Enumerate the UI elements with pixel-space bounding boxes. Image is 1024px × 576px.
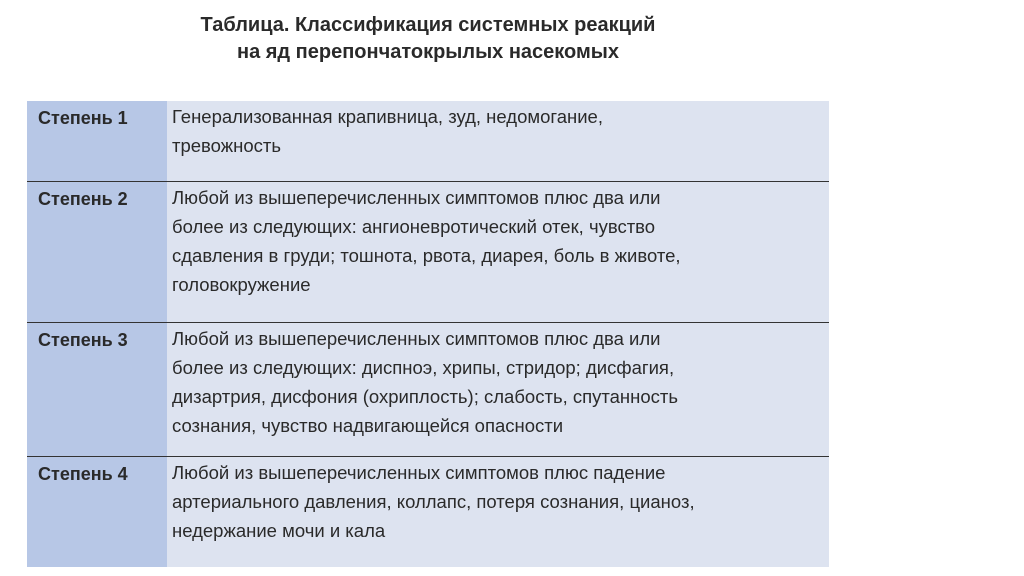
table-title: [0, 12, 856, 66]
description-line: артериального давления, коллапс, потеря сознания, цианоз,: [172, 491, 695, 512]
description-cell: [172, 183, 827, 299]
label-cell: [27, 457, 167, 567]
label-cell: [27, 182, 167, 322]
grade-label: Степень 1: [38, 108, 128, 128]
description-line: более из следующих: ангионевротический отек, чувство: [172, 216, 656, 237]
grade-label: Степень 3: [38, 330, 128, 350]
label-cell: [27, 101, 167, 181]
description-line: Любой из вышеперечисленных симптомов плюс два или: [172, 328, 661, 349]
table-row-grade-3: [27, 322, 829, 456]
description-line: Любой из вышеперечисленных симптомов плюс два или: [172, 187, 661, 208]
description-line: сознания, чувство надвигающейся опасности: [172, 415, 564, 436]
description-cell: [172, 458, 827, 545]
description-line: недержание мочи и кала: [172, 520, 386, 541]
classification-table: [27, 101, 829, 567]
description-line: тревожность: [172, 135, 281, 156]
description-line: более из следующих: диспноэ, хрипы, стридор; дисфагия,: [172, 357, 675, 378]
table-row-grade-2: [27, 181, 829, 322]
label-cell: [27, 323, 167, 456]
table-row-grade-4: [27, 456, 829, 567]
table-title-line-1: Таблица. Классификация системных реакций: [200, 14, 656, 36]
description-cell: [172, 324, 827, 440]
description-line: головокружение: [172, 274, 311, 295]
table-title-line-2: на яд перепончатокрылых насекомых: [236, 41, 619, 63]
description-line: Любой из вышеперечисленных симптомов плюс падение: [172, 462, 666, 483]
grade-label: Степень 4: [38, 464, 128, 484]
table-row-grade-1: [27, 101, 829, 181]
description-line: дизартрия, дисфония (охриплость); слабость, спутанность: [172, 386, 679, 407]
description-line: Генерализованная крапивница, зуд, недомогание,: [172, 106, 603, 127]
description-line: сдавления в груди; тошнота, рвота, диарея, боль в животе,: [172, 245, 681, 266]
description-cell: [172, 102, 827, 160]
grade-label: Степень 2: [38, 189, 128, 209]
